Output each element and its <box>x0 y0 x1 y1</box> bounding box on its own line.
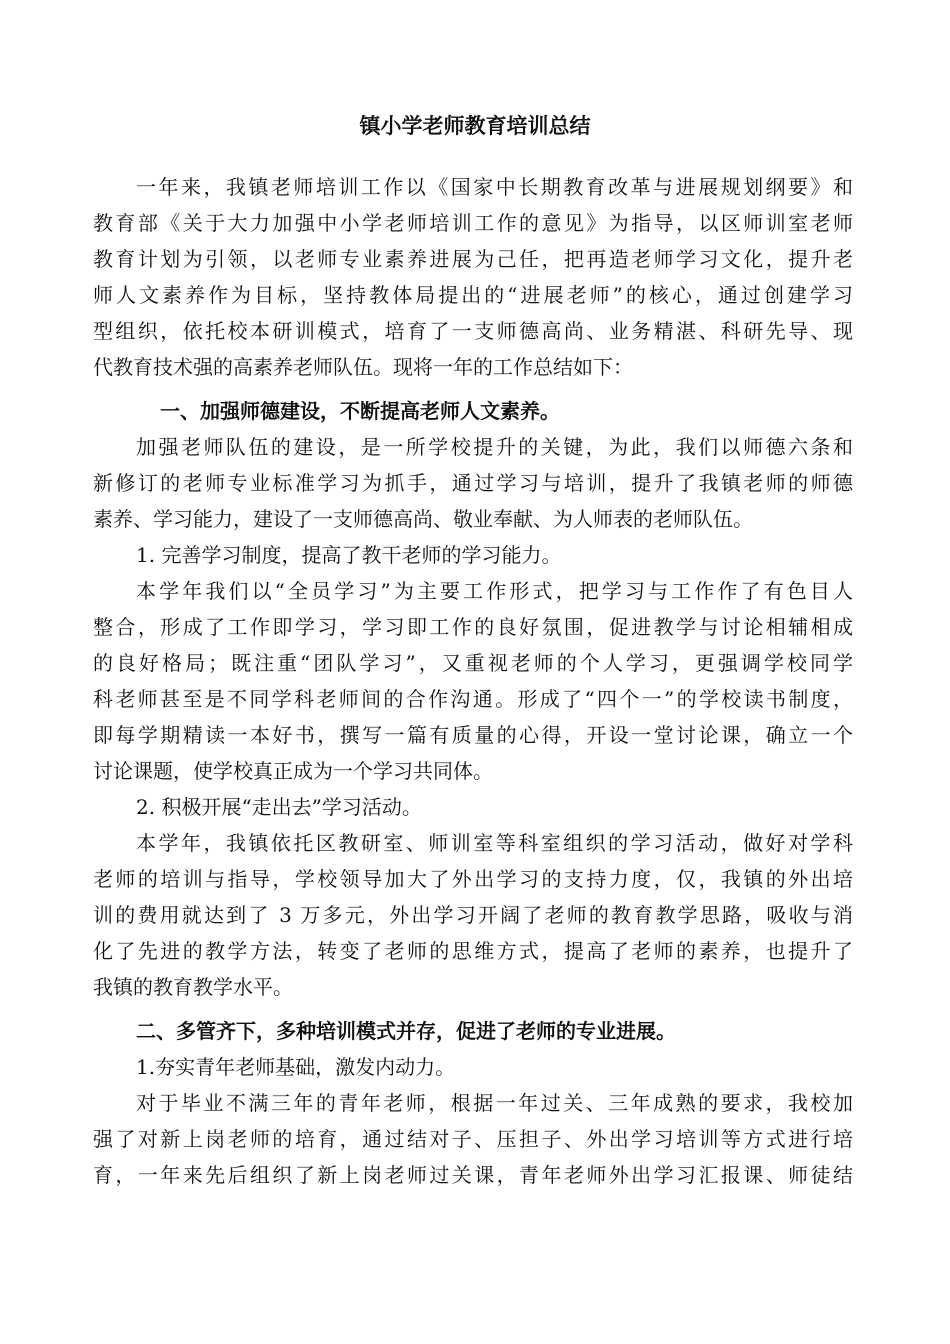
subsection-heading-2-1: 1.夯实青年老师基础，激发内动力。 <box>136 1055 456 1079</box>
paragraph-line: 育，一年来先后组织了新上岗老师过关课，青年老师外出学习汇报课、师徒结 <box>93 1163 853 1187</box>
paragraph-line: 教育部《关于大力加强中小学老师培训工作的意见》为指导，以区师训室老师 <box>93 211 853 235</box>
paragraph-line: 老师的培训与指导，学校领导加大了外出学习的支持力度，仅，我镇的外出培 <box>93 867 853 891</box>
paragraph-line: 化了先进的教学方法，转变了老师的思维方式，提高了老师的素养，也提升了 <box>93 939 853 963</box>
paragraph-line: 本学年我们以“全员学习”为主要工作形式，把学习与工作作了有色目人 <box>136 579 853 603</box>
paragraph-line: 一年来，我镇老师培训工作以《国家中长期教育改革与进展规划纲要》和 <box>136 175 853 199</box>
subsection-heading-1-2: 2. 积极开展“走出去”学习活动。 <box>136 795 422 819</box>
paragraph-line: 师人文素养作为目标，坚持教体局提出的“进展老师”的核心，通过创建学习 <box>93 283 853 307</box>
paragraph-line: 加强老师队伍的建设，是一所学校提升的关键，为此，我们以师德六条和 <box>136 435 853 459</box>
paragraph-line: 新修订的老师专业标准学习为抓手，通过学习与培训，提升了我镇老师的师德 <box>93 471 853 495</box>
paragraph-line: 教育计划为引领，以老师专业素养进展为己任，把再造老师学习文化，提升老 <box>93 247 853 271</box>
paragraph-line: 训的费用就达到了 3 万多元，外出学习开阔了老师的教育教学思路，吸收与消 <box>93 903 853 927</box>
document-title: 镇小学老师教育培训总结 <box>359 113 591 138</box>
paragraph-line: 整合，形成了工作即学习，学习即工作的良好氛围，促进教学与讨论相辅相成 <box>93 615 853 639</box>
paragraph-line: 讨论课题，使学校真正成为一个学习共同体。 <box>93 759 493 783</box>
paragraph-line: 对于毕业不满三年的青年老师，根据一年过关、三年成熟的要求，我校加 <box>136 1091 853 1115</box>
paragraph-line: 我镇的教育教学水平。 <box>93 975 293 999</box>
subsection-heading-1-1: 1. 完善学习制度，提高了教干老师的学习能力。 <box>136 543 562 567</box>
paragraph-line: 代教育技术强的高素养老师队伍。现将一年的工作总结如下： <box>93 355 633 379</box>
section-heading-1: 一、加强师德建设，不断提高老师人文素养。 <box>160 399 560 423</box>
paragraph-line: 本学年，我镇依托区教研室、师训室等科室组织的学习活动，做好对学科 <box>136 831 853 855</box>
paragraph-line: 即每学期精读一本好书，撰写一篇有质量的心得，开设一堂讨论课，确立一个 <box>93 723 853 747</box>
paragraph-line: 强了对新上岗老师的培育，通过结对子、压担子、外出学习培训等方式进行培 <box>93 1127 853 1151</box>
paragraph-line: 型组织，依托校本研训模式，培育了一支师德高尚、业务精湛、科研先导、现 <box>93 319 853 343</box>
paragraph-line: 素养、学习能力，建设了一支师德高尚、敬业奉献、为人师表的老师队伍。 <box>93 507 753 531</box>
paragraph-line: 科老师甚至是不同学科老师间的合作沟通。形成了“四个一”的学校读书制度， <box>93 687 853 711</box>
paragraph-line: 的良好格局；既注重“团队学习”，又重视老师的个人学习，更强调学校同学 <box>93 651 853 675</box>
section-heading-2: 二、多管齐下，多种培训模式并存，促进了老师的专业进展。 <box>136 1019 676 1043</box>
